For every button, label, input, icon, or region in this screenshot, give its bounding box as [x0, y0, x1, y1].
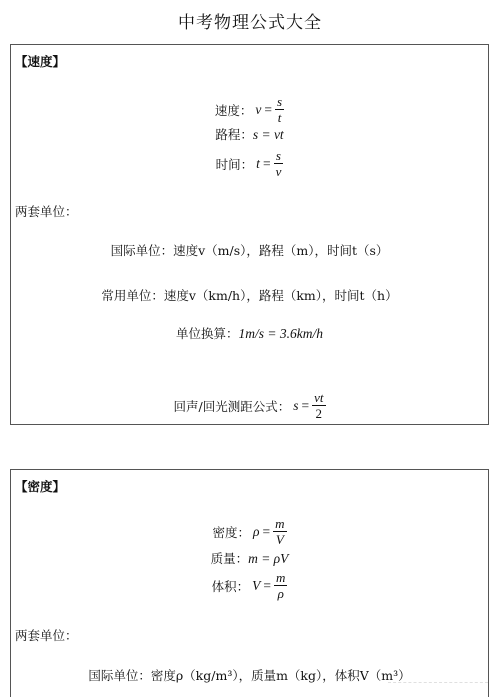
speed-numerator: s [277, 94, 283, 109]
distance-formula [11, 125, 488, 143]
density-formula [11, 517, 488, 546]
equals-sign: = [263, 577, 271, 593]
volume-denominator: ρ [277, 586, 284, 601]
density-label: 密度： [212, 524, 250, 540]
equals-sign: = [264, 101, 273, 117]
density-lhs: ρ [253, 523, 260, 539]
volume-formula [11, 571, 488, 600]
watermark [388, 682, 488, 693]
volume-label: 体积： [211, 578, 250, 594]
volume-lhs: V [252, 577, 261, 593]
speed-label: 速度： [214, 102, 253, 118]
mass-formula [11, 549, 488, 567]
density-section [10, 469, 489, 697]
mass-expression: m = ρV [248, 551, 289, 566]
distance-label: 路程： [215, 127, 253, 142]
conversion-expression: 1m/s = 3.6km/h [238, 326, 323, 341]
density-two-units-label: 两套单位： [15, 628, 78, 643]
equals-sign: = [262, 155, 271, 171]
volume-fraction [274, 571, 287, 600]
time-denominator: v [275, 164, 282, 179]
distance-expression: s = vt [252, 127, 284, 142]
speed-intl-units: 国际单位：速度v（m/s），路程（m），时间t（s） [110, 243, 389, 258]
speed-formula [11, 95, 488, 124]
time-numerator: s [275, 148, 281, 163]
echo-denominator: 2 [315, 406, 323, 421]
speed-header: 【速度】 [15, 54, 66, 69]
density-denominator: V [275, 532, 284, 547]
echo-label: 回声/回光测距公式： [173, 398, 291, 414]
equals-sign: = [262, 523, 271, 539]
speed-fraction [275, 95, 284, 124]
speed-section [10, 44, 489, 425]
density-intl-units: 国际单位：密度ρ（kg/m³），质量m（kg），体积V（m³） [88, 668, 411, 683]
speed-two-units-label: 两套单位： [15, 204, 78, 219]
conversion-label: 单位换算： [176, 326, 239, 341]
speed-denominator: t [277, 110, 282, 125]
time-fraction [274, 149, 284, 178]
speed-lhs: v [255, 101, 262, 117]
time-formula [11, 149, 488, 178]
echo-fraction [312, 391, 325, 420]
echo-lhs: s [293, 397, 299, 413]
density-header: 【密度】 [15, 479, 66, 494]
speed-common-units: 常用单位：速度v（km/h），路程（km），时间t（h） [101, 288, 398, 303]
density-fraction [273, 517, 286, 546]
echo-numerator: vt [314, 390, 324, 405]
volume-numerator: m [276, 570, 286, 585]
page-title: 中考物理公式大全 [178, 13, 322, 33]
mass-label: 质量： [210, 551, 249, 566]
unit-conversion [11, 324, 488, 342]
time-label: 时间： [215, 156, 254, 172]
time-lhs: t [256, 155, 260, 171]
echo-formula [11, 391, 488, 420]
equals-sign: = [301, 397, 310, 413]
density-numerator: m [275, 516, 285, 531]
